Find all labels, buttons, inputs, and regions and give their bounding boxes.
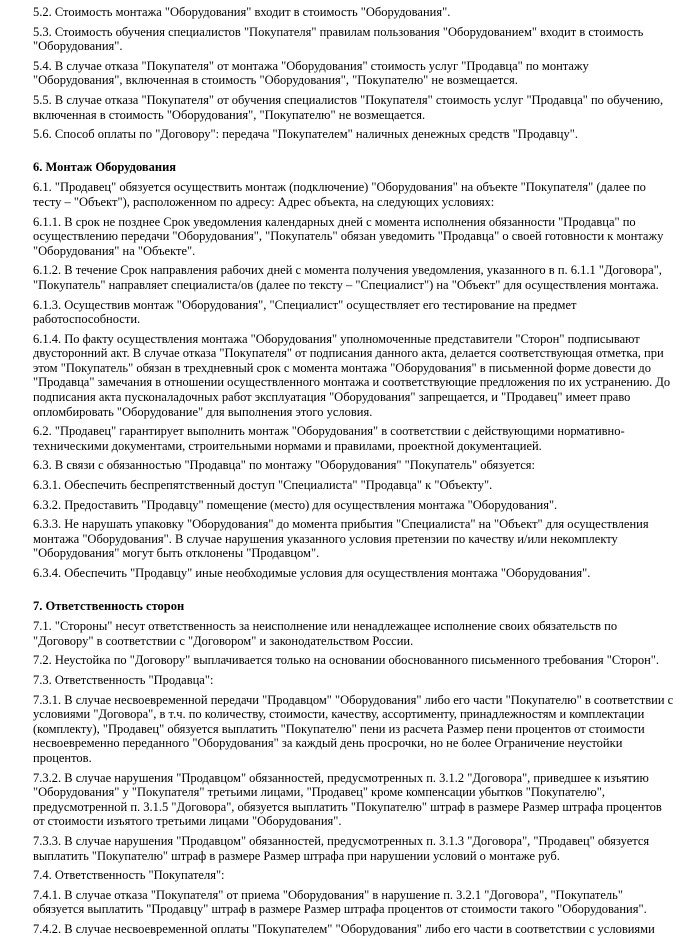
clause-7-3-2: 7.3.2. В случае нарушения "Продавцом" обязанностей, предусмотренных п. 3.1.2 "Договора", приведшее к изъятию "Оборудования" у "Покупателя" третьими лицами, "Продавец" кроме компенсации убытков "Покупателю", предусмотренной п. 3.1.5 "Договора", обязуется выплатить "Покупателю" штраф в размере Размер штрафа процентов от стоимости изъятого третьими лицами "Оборудования". (33, 770, 662, 829)
section-7-heading: 7. Ответственность сторон (33, 598, 185, 613)
clause-6-1-4: 6.1.4. По факту осуществления монтажа "Оборудования" уполномоченные представители "Сторон" подписывают двусторонний акт. В случае отказа "Покупателя" от подписания данного акта, делается соответствующая отметка, при этом "Покупатель" обязан в трехдневный срок с момента монтажа "Оборудования" в письменной форме довести до "Продавца" замечания в отношении осуществленного монтажа и соответствующие предложения по их устранению. До подписания акта пусконаладочных работ эксплуатация "Оборудования" запрещается, и "Продавец" имеет право опломбировать "Оборудование" для выполнения этого условия. (33, 331, 671, 419)
clause-6-2: 6.2. "Продавец" гарантирует выполнить монтаж "Оборудования" в соответствии с действующими нормативно-техническими документами, строительными нормами и правилами, проектной документацией. (33, 424, 625, 453)
clause-7-4: 7.4. Ответственность "Покупателя": (33, 868, 225, 883)
clause-5-4: 5.4. В случае отказа "Покупателя" от монтажа "Оборудования" стоимость услуг "Продавца" по монтажу "Оборудования", включенная в стоимость "Оборудования", "Покупателю" не возмещается. (33, 58, 589, 88)
clause-6-1-1: 6.1.1. В срок не позднее Срок уведомления календарных дней с момента исполнения обязанности "Продавца" по осуществлению передачи "Оборудования", "Покупатель" обязан уведомить "Продавца" о своей готовности к монтажу "Оборудования" на "Объекте". (33, 214, 664, 258)
clause-7-1: 7.1. "Стороны" несут ответственность за неисполнение или ненадлежащее исполнение своих обязательств по "Договору" в соответствии с "Договором" и законодательством России. (33, 619, 618, 648)
section-payment-terms (33, 5, 674, 142)
clause-6-1: 6.1. "Продавец" обязуется осуществить монтаж (подключение) "Оборудования" на объекте "Покупателя" (далее по тесту – "Объект"), расположенном по адресу: Адрес объекта, на следующих условиях: (33, 180, 646, 209)
clause-6-3: 6.3. В связи с обязанностью "Продавца" по монтажу "Оборудования" "Покупатель" обязуется: (33, 458, 535, 473)
clause-7-3-1: 7.3.1. В случае несвоевременной передачи "Продавцом" "Оборудования" либо его части "Покупателю" в соответствии с условиями "Договора", в т.ч. по количеству, стоимости, качеству, ассортименту, принадлежностям и комплектации (комплекту), "Продавец" обязуется выплатить "Покупателю" пени из расчета Размер пени процентов от стоимости несвоевременно переданного "Оборудования" за каждый день просрочки, но не более Ограничение неустойки процентов. (33, 692, 674, 765)
clause-6-3-1: 6.3.1. Обеспечить беспрепятственный доступ "Специалиста" "Продавца" к "Объекту". (33, 478, 493, 493)
clause-6-1-3: 6.1.3. Осуществив монтаж "Оборудования", "Специалист" осуществляет его тестирование на предмет работоспособности. (33, 297, 577, 327)
clause-6-3-4: 6.3.4. Обеспечить "Продавцу" иные необходимые условия для осуществления монтажа "Оборудования". (33, 566, 591, 580)
section-liability (33, 599, 674, 936)
clause-5-3: 5.3. Стоимость обучения специалистов "Покупателя" правилам пользования "Оборудованием" входит в стоимость "Оборудования". (33, 24, 644, 54)
section-installation (33, 160, 674, 581)
clause-6-1-2: 6.1.2. В течение Срок направления рабочих дней с момента получения уведомления, указанного в п. 6.1.1 "Договора", "Покупатель" направляет специалиста/ов (далее по тексту – "Специалист") на "Объект" для осуществления монтажа. (33, 263, 662, 292)
clause-6-3-3: 6.3.3. Не нарушать упаковку "Оборудования" до момента прибытия "Специалиста" на "Объект" для осуществления монтажа "Оборудования". В случае нарушения указанного условия претензии по качеству и/или некомплекту "Оборудования" могут быть отклонены "Продавцом". (33, 517, 649, 561)
clause-5-2: 5.2. Стоимость монтажа "Оборудования" входит в стоимость "Оборудования". (33, 5, 451, 19)
clause-7-3-3: 7.3.3. В случае нарушения "Продавцом" обязанностей, предусмотренных п. 3.1.3 "Договора", "Продавец" обязуется выплатить "Покупателю" штраф в размере Размер штрафа при нарушении условий о монтаже руб. (33, 833, 650, 863)
clause-7-4-1: 7.4.1. В случае отказа "Покупателя" от приема "Оборудования" в нарушение п. 3.2.1 "Договора", "Покупатель" обязуется выплатить "Продавцу" штраф в размере Размер штрафа процентов от стоимости такого "Оборудования". (33, 887, 647, 917)
clause-7-2: 7.2. Неустойка по "Договору" выплачивается только на основании обоснованного письменного требования "Сторон". (33, 653, 659, 668)
clause-5-6: 5.6. Способ оплаты по "Договору": передача "Покупателем" наличных денежных средств "Продавцу". (33, 127, 578, 142)
section-6-heading: 6. Монтаж Оборудования (33, 159, 177, 174)
clause-7-4-2: 7.4.2. В случае несвоевременной оплаты "Покупателем" "Оборудования" либо его части в соответствии с условиями (33, 921, 655, 936)
clause-7-3: 7.3. Ответственность "Продавца": (33, 672, 214, 687)
clause-5-5: 5.5. В случае отказа "Покупателя" от обучения специалистов "Покупателя" стоимость услуг "Продавца" по обучению, включенная в стоимость "Оборудования", "Покупателю" не возмещается. (33, 92, 664, 122)
clause-6-3-2: 6.3.2. Предоставить "Продавцу" помещение (место) для осуществления монтажа "Оборудования". (33, 497, 558, 512)
